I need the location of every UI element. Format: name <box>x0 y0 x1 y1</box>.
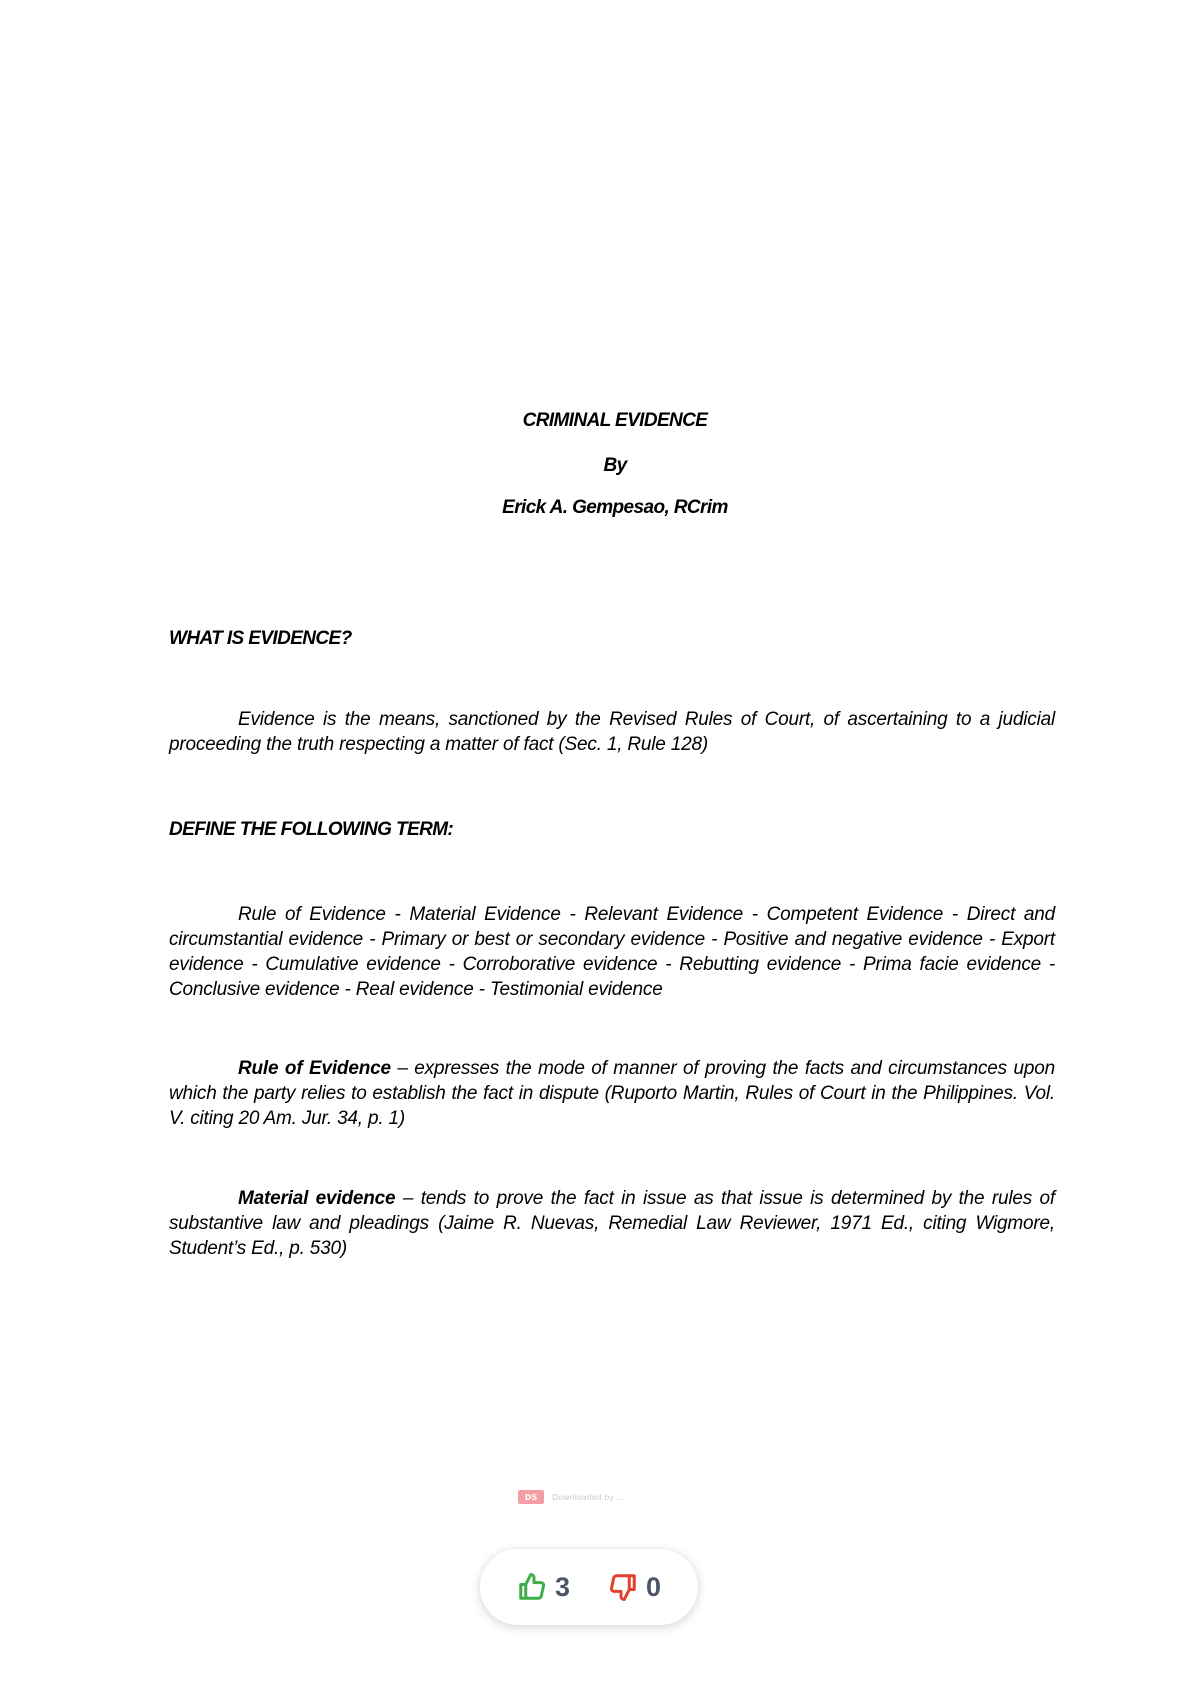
document-title: CRIMINAL EVIDENCE <box>522 410 708 431</box>
watermark-logo: DS <box>518 1490 544 1504</box>
upvote-button[interactable] <box>517 1572 570 1603</box>
definition-material-evidence <box>169 1186 1055 1261</box>
document-by: By <box>603 455 627 476</box>
evidence-definition-paragraph: Evidence is the means, sanctioned by the Revised Rules of Court, of ascertaining to a judicial proceeding the truth respecting a matter of fact (Sec. 1, Rule 128) <box>169 709 1055 755</box>
vote-widget <box>480 1549 698 1625</box>
downvote-count: 0 <box>646 1571 662 1602</box>
definition-text: – expresses the mode of manner of proving the facts and circumstances upon which the party relies to establish the fact in dispute (Ruporto Martin, Rules of Court in the Philippines. Vol. V. citing 20 Am. Jur. 34, p. 1) <box>169 1058 1055 1129</box>
definition-text: – tends to prove the fact in issue as that issue is determined by the rules of substantive law and pleadings (Jaime R. Nuevas, Remedial Law Reviewer, 1971 Ed., citing Wigmore, Student’s Ed., p. 530) <box>169 1188 1055 1259</box>
thumbs-up-icon <box>517 1572 547 1602</box>
terms-list-paragraph: Rule of Evidence - Material Evidence - Relevant Evidence - Competent Evidence - Direct and circumstantial evidence - Primary or best or secondary evidence - Positive and negative evidence - Export evidence - Cumulative evidence - Corroborative evidence - Rebutting evidence - Prima facie evidence - Conclusive evidence - Real evidence - Testimonial evidence <box>169 904 1055 1000</box>
watermark-text: Downloaded by ... <box>552 1492 625 1502</box>
definition-term: Rule of Evidence <box>238 1058 391 1079</box>
thumbs-down-icon <box>608 1572 638 1602</box>
upvote-count: 3 <box>554 1571 570 1602</box>
document-author: Erick A. Gempesao, RCrim <box>502 497 728 518</box>
section-heading-what-is-evidence: WHAT IS EVIDENCE? <box>169 628 352 649</box>
definition-term: Material evidence <box>238 1188 396 1209</box>
section-heading-define-terms: DEFINE THE FOLLOWING TERM: <box>169 819 454 840</box>
downvote-button[interactable] <box>608 1572 661 1603</box>
download-watermark <box>518 1490 624 1504</box>
definition-rule-of-evidence <box>169 1056 1055 1131</box>
